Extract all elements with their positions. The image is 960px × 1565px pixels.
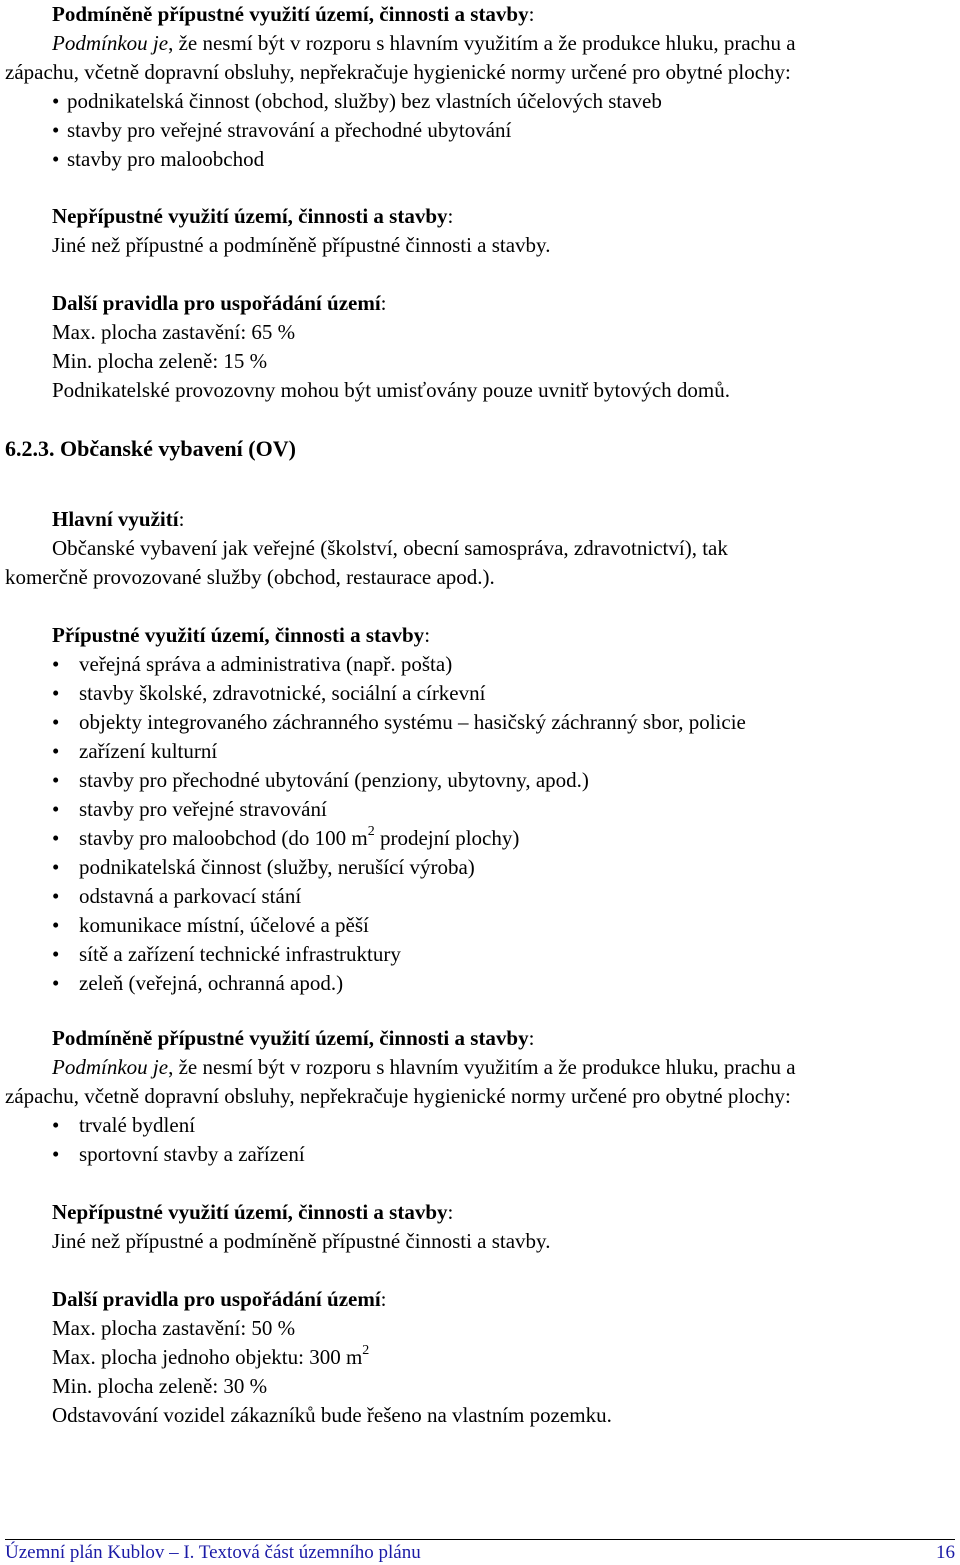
rules-heading: Další pravidla pro uspořádání území: — [52, 291, 387, 315]
rule-line: Odstavování vozidel zákazníků bude řešeno na vlastním pozemku. — [52, 1403, 612, 1427]
rule-line: Max. plocha jednoho objektu: 300 $m^2$ — [52, 1343, 370, 1369]
page-footer — [5, 1539, 955, 1565]
rules-heading: Další pravidla pro uspořádání území: — [52, 1287, 387, 1311]
forbidden-text: Jiné než přípustné a podmíněně přípustné činnosti a stavby. — [52, 233, 551, 257]
list-item: • sportovní stavby a zařízení — [52, 1142, 305, 1166]
conditional-text-line-2: zápachu, včetně dopravní obsluhy, nepřekračuje hygienické normy určené pro obytné plochy: — [5, 1084, 791, 1108]
list-item: • stavby pro přechodné ubytování (penziony, ubytovny, apod.) — [52, 768, 589, 792]
list-item: • stavby školské, zdravotnické, sociální a církevní — [52, 681, 486, 705]
forbidden-text: Jiné než přípustné a podmíněně přípustné činnosti a stavby. — [52, 1229, 551, 1253]
list-item: • stavby pro maloobchod (do 100 $m^2$ prodejní plochy) — [52, 824, 520, 850]
list-item: • stavby pro veřejné stravování — [52, 797, 327, 821]
allowed-heading: Přípustné využití území, činnosti a stavby: — [52, 623, 431, 647]
rule-line: Max. plocha zastavění: 65 % — [52, 320, 296, 344]
conditional-text-line-1: Podmínkou je, že nesmí být v rozporu s hlavním využitím a že produkce hluku, prachu a — [52, 1055, 796, 1079]
list-item: • podnikatelská činnost (obchod, služby) bez vlastních účelových staveb — [52, 89, 662, 113]
list-item: • sítě a zařízení technické infrastruktury — [52, 942, 401, 966]
main-use-heading: Hlavní využití: — [52, 507, 185, 531]
rule-line: Min. plocha zeleně: 15 % — [52, 349, 268, 373]
main-use-text-line-1: Občanské vybavení jak veřejné (školství, obecní samospráva, zdravotnictví), tak — [52, 536, 728, 560]
conditional-text-line-1: Podmínkou je, že nesmí být v rozporu s hlavním využitím a že produkce hluku, prachu a — [52, 31, 796, 55]
forbidden-heading: Nepřípustné využití území, činnosti a stavby: — [52, 204, 454, 228]
rule-line: Min. plocha zeleně: 30 % — [52, 1374, 268, 1398]
conditional-text-line-2: zápachu, včetně dopravní obsluhy, nepřekračuje hygienické normy určené pro obytné plochy: — [5, 60, 791, 84]
forbidden-heading: Nepřípustné využití území, činnosti a stavby: — [52, 1200, 454, 1224]
rule-line: Podnikatelské provozovny mohou být umisťovány pouze uvnitř bytových domů. — [52, 378, 730, 402]
conditional-heading: Podmíněně přípustné využití území, činnosti a stavby: — [52, 1026, 535, 1050]
list-item: • veřejná správa a administrativa (např. pošta) — [52, 652, 453, 676]
page-number: 16 — [936, 1542, 955, 1563]
list-item: • zeleň (veřejná, ochranná apod.) — [52, 971, 344, 995]
list-item: • objekty integrovaného záchranného systému – hasičský záchranný sbor, policie — [52, 710, 746, 734]
list-item: • stavby pro veřejné stravování a přechodné ubytování — [52, 118, 512, 142]
footer-title: Územní plán Kublov – I. Textová část územního plánu — [5, 1542, 421, 1563]
list-item: • stavby pro maloobchod — [52, 147, 265, 171]
list-item: • zařízení kulturní — [52, 739, 218, 763]
main-use-text-line-2: komerčně provozované služby (obchod, restaurace apod.). — [5, 565, 495, 589]
list-item: • odstavná a parkovací stání — [52, 884, 302, 908]
list-item: • komunikace místní, účelové a pěší — [52, 913, 369, 937]
list-item: • trvalé bydlení — [52, 1113, 196, 1137]
conditional-heading: Podmíněně přípustné využití území, činnosti a stavby: — [52, 2, 535, 26]
rule-line: Max. plocha zastavění: 50 % — [52, 1316, 296, 1340]
list-item: • podnikatelská činnost (služby, nerušící výroba) — [52, 855, 475, 879]
section-title: 6.2.3. Občanské vybavení (OV) — [5, 436, 296, 461]
